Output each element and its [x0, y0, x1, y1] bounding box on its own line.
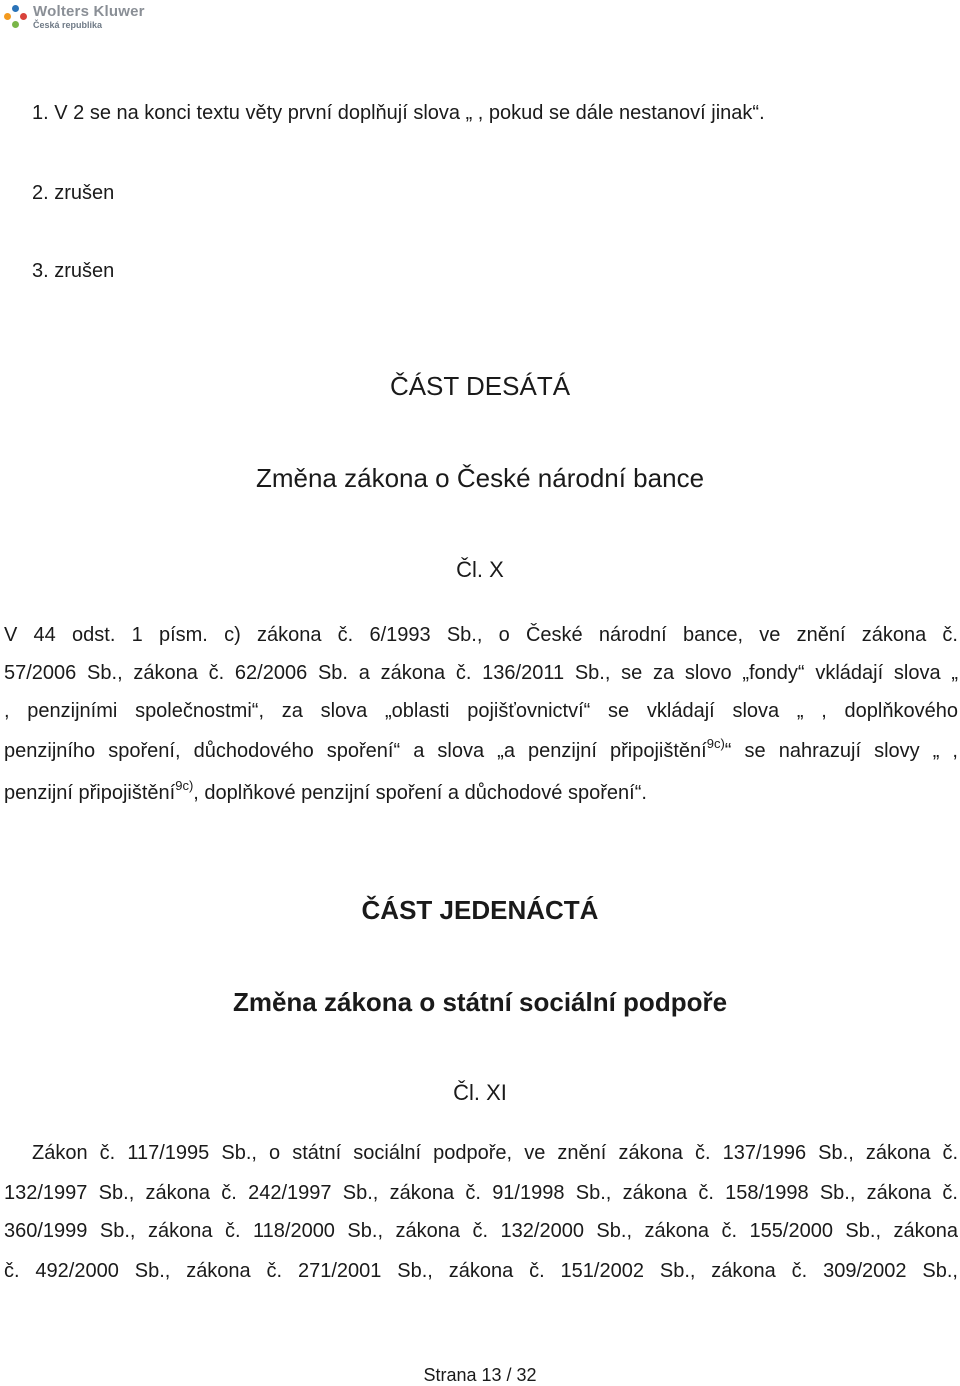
logo-brand: Wolters Kluwer: [33, 3, 145, 20]
publisher-logo: [4, 4, 145, 30]
paragraph-line: 132/1997 Sb., zákona č. 242/1997 Sb., zákona č. 91/1998 Sb., zákona č. 158/1998 Sb., zákona č.: [4, 1182, 958, 1204]
paragraph-line: 57/2006 Sb., zákona č. 62/2006 Sb. a zákona č. 136/2011 Sb., se za slovo „fondy“ vkládají slova „: [4, 662, 958, 684]
logo-subtitle: Česká republika: [33, 20, 103, 30]
paragraph-line: V 44 odst. 1 písm. c) zákona č. 6/1993 Sb., o České národní bance, ve znění zákona č.: [4, 624, 958, 646]
paragraph-line: penzijní připojištění$^{9c)}$, doplňkové penzijní spoření a důchodové spoření“.: [4, 778, 647, 804]
page-number: Strana 13 / 32: [423, 1365, 537, 1385]
part-subtitle: Změna zákona o státní sociální podpoře: [232, 987, 728, 1017]
paragraph-line: , penzijními společnostmi“, za slova „oblasti pojišťovnictví“ se vkládají slova „ , doplňkového: [4, 700, 958, 722]
list-item: 2. zrušen: [32, 182, 115, 204]
logo-mark-icon: [4, 5, 28, 29]
part-title: ČÁST DESÁTÁ: [389, 371, 571, 401]
paragraph-line: Zákon č. 117/1995 Sb., o státní sociální podpoře, ve znění zákona č. 137/1996 Sb., zákona č.: [32, 1142, 958, 1164]
part-subtitle: Změna zákona o České národní bance: [255, 463, 705, 493]
list-item: 3. zrušen: [32, 260, 115, 282]
footnote-ref: 9c): [706, 736, 725, 751]
paragraph-line: penzijního spoření, důchodového spoření“ a slova „a penzijní připojištění$^{9c)}$“ se nahrazují slovy „ ,: [4, 736, 958, 762]
part-title: ČÁST JEDENÁCTÁ: [361, 895, 599, 925]
list-item: 1. V 2 se na konci textu věty první doplňují slova „ , pokud se dále nestanoví jinak“.: [32, 102, 765, 124]
footnote-ref: 9c): [175, 778, 194, 793]
article-number: Čl. X: [456, 557, 504, 582]
article-number: Čl. XI: [453, 1080, 507, 1105]
paragraph-line: č. 492/2000 Sb., zákona č. 271/2001 Sb., zákona č. 151/2002 Sb., zákona č. 309/2002 Sb.,: [4, 1260, 958, 1282]
paragraph-line: 360/1999 Sb., zákona č. 118/2000 Sb., zákona č. 132/2000 Sb., zákona č. 155/2000 Sb., zákona: [4, 1220, 958, 1242]
